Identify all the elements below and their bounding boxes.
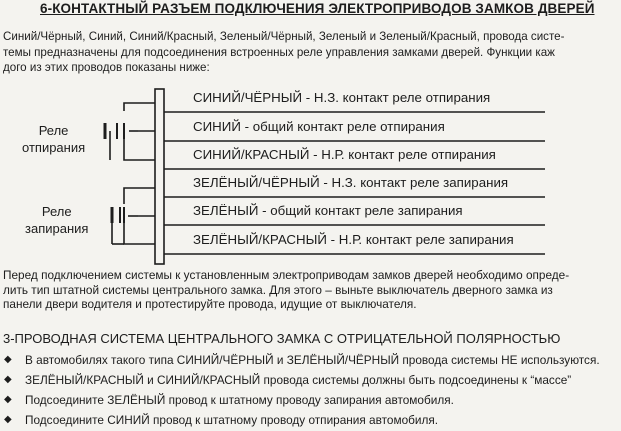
relay-label-line: запирания: [25, 221, 89, 236]
body-paragraph: [3, 268, 621, 312]
diamond-bullet-icon: ◆: [4, 374, 12, 385]
relay-label-line: Реле: [38, 123, 69, 138]
relay-lock-label: [25, 203, 88, 237]
paragraph-line: лить тип штатной системы центрального замка. Для этого – выньте выключатель дверного замка из: [3, 282, 553, 297]
list-item-text: В автомобилях такого типа СИНИЙ/ЧЁРНЫЙ и ЗЕЛЁНЫЙ/ЧЁРНЫЙ провода системы НЕ используются.: [25, 353, 600, 367]
bullet-list: [3, 350, 621, 430]
wiring-diagram: [0, 80, 621, 265]
list-item: [3, 410, 621, 430]
wire-label: ЗЕЛЁНЫЙ/ЧЁРНЫЙ - Н.З. контакт реле запирания: [193, 175, 509, 190]
intro-line: темы предназначены для подсоединения встроенных реле управления замками дверей. Функции каж: [3, 45, 555, 59]
page-title: 6-КОНТАКТНЫЙ РАЗЪЕМ ПОДКЛЮЧЕНИЯ ЭЛЕКТРОПРИВОДОВ ЗАМКОВ ДВЕРЕЙ: [40, 1, 595, 16]
relay-unlock-label: [22, 122, 85, 156]
connector-block: [155, 89, 164, 264]
wire-label: СИНИЙ/КРАСНЫЙ - Н.Р. контакт реле отпирания: [193, 147, 496, 162]
diamond-bullet-icon: ◆: [4, 394, 12, 405]
list-item: [3, 390, 621, 410]
wire-label: ЗЕЛЁНЫЙ/КРАСНЫЙ - Н.Р. контакт реле запирания: [193, 232, 514, 247]
wire-label: СИНИЙ/ЧЁРНЫЙ - Н.З. контакт реле отпирания: [193, 90, 491, 105]
section-title: 3-ПРОВОДНАЯ СИСТЕМА ЦЕНТРАЛЬНОГО ЗАМКА С ОТРИЦАТЕЛЬНОЙ ПОЛЯРНОСТЬЮ: [3, 331, 561, 346]
list-item-text: ЗЕЛЁНЫЙ/КРАСНЫЙ и СИНИЙ/КРАСНЫЙ провода системы должны быть подсоединены к “массе”: [25, 373, 572, 387]
wire-label: СИНИЙ - общий контакт реле отпирания: [193, 119, 445, 134]
paragraph-line: панели двери водителя и протестируйте провода, идущие от выключателя.: [3, 297, 417, 311]
list-item: [3, 350, 621, 370]
relay-lock-symbol: [112, 188, 155, 244]
intro-paragraph: [3, 29, 621, 76]
list-item: [3, 370, 621, 390]
wire-label: ЗЕЛЁНЫЙ - общий контакт реле запирания: [193, 203, 463, 218]
paragraph-line: Перед подключением системы к установленным электроприводам замков дверей необходимо опреде-: [3, 268, 570, 282]
list-item-text: Подсоедините СИНИЙ провод к штатному проводу отпирания автомобиля.: [25, 413, 439, 427]
relay-label-line: Реле: [41, 204, 72, 219]
list-item-text: Подсоедините ЗЕЛЁНЫЙ провод к штатному проводу запирания автомобиля.: [25, 393, 454, 407]
intro-line: Синий/Чёрный, Синий, Синий/Красный, Зеленый/Чёрный, Зеленый и Зеленый/Красный, провода систе-: [3, 30, 565, 43]
diamond-bullet-icon: ◆: [4, 354, 12, 365]
relay-unlock-symbol: [105, 103, 155, 160]
relay-label-line: отпирания: [22, 140, 86, 155]
intro-line: дого из этих проводов показаны ниже:: [3, 61, 210, 74]
diamond-bullet-icon: ◆: [4, 414, 12, 425]
